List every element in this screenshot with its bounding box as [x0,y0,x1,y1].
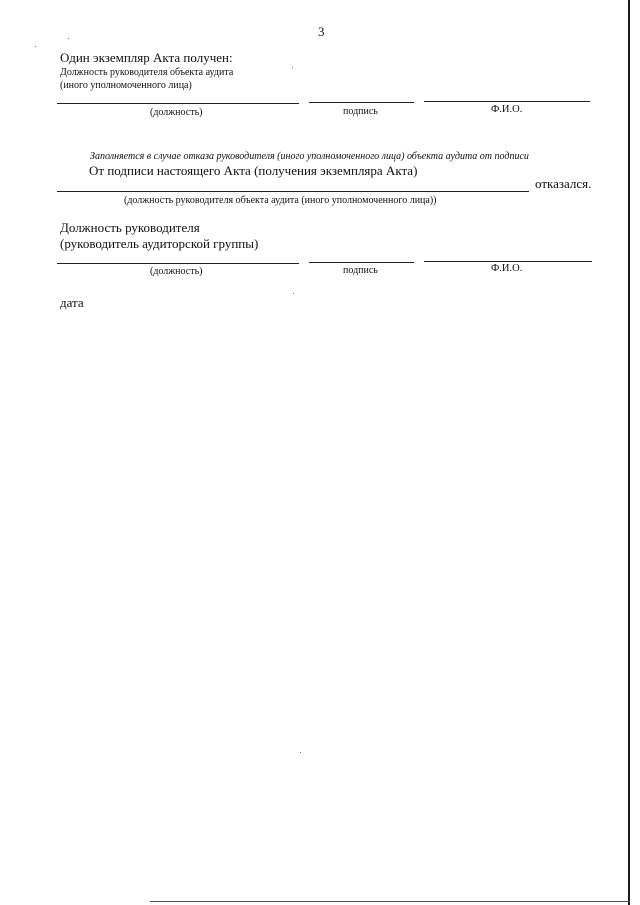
position-signature-line [57,103,299,104]
scan-speck [35,46,36,47]
refusal-caption: (должность руководителя объекта аудита (иного уполномоченного лица)) [124,195,437,206]
auditor-signature-line [309,262,414,263]
signature-label: подпись [343,106,378,117]
auditor-position-line1: Должность руководителя [60,220,200,235]
refused-word: отказался. [535,176,592,191]
auditor-name-line [424,261,592,262]
position-label: (должность) [150,107,203,118]
scan-speck [300,752,301,753]
refusal-text: От подписи настоящего Акта (получения экземпляра Акта) [89,163,418,178]
auditor-name-label: Ф.И.О. [491,263,523,274]
refusal-fill-line [57,191,529,192]
scan-speck [293,293,294,294]
scan-speck [292,67,293,68]
auditor-position-line [57,263,299,264]
auditor-signature-label: подпись [343,265,378,276]
date-label: дата [60,295,84,310]
signature-line [309,102,414,103]
name-signature-line [424,101,590,102]
scan-edge-right [628,0,630,905]
name-label: Ф.И.О. [491,104,523,115]
received-position-line2: (иного уполномоченного лица) [60,80,192,91]
received-position-line1: Должность руководителя объекта аудита [60,67,234,78]
received-heading: Один экземпляр Акта получен: [60,50,233,65]
refusal-note: Заполняется в случае отказа руководителя (иного уполномоченного лица) объекта аудита от подписи [90,151,529,162]
page-number: 3 [318,24,325,39]
scan-edge-bottom [150,901,630,902]
scan-speck [68,38,69,39]
auditor-position-line2: (руководитель аудиторской группы) [60,236,259,251]
auditor-position-label: (должность) [150,266,203,277]
